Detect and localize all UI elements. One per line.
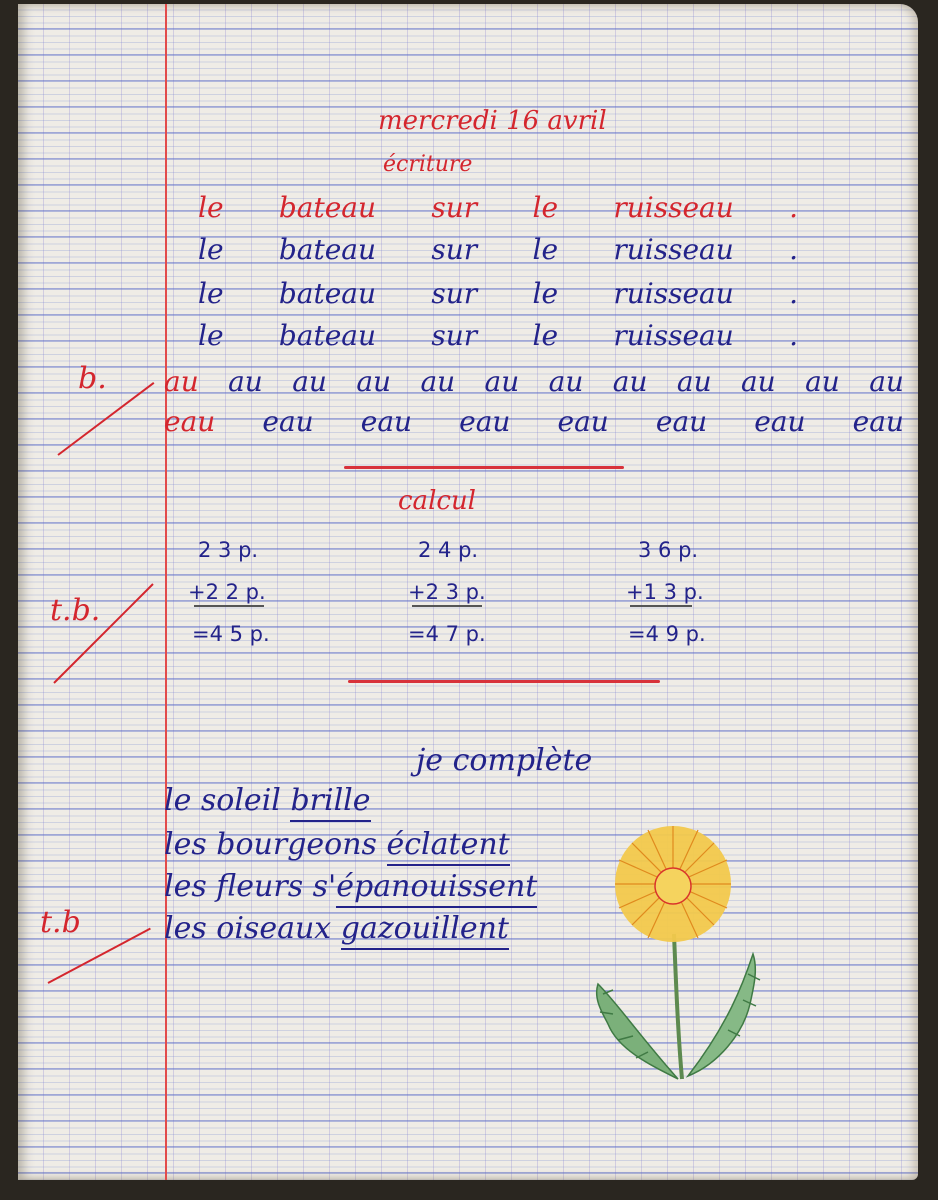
completion-title: je complète xyxy=(416,743,593,778)
op1-bar xyxy=(194,605,264,607)
separator-rule xyxy=(344,466,624,469)
calcul-title: calcul xyxy=(398,486,476,516)
op1-result: =4 5 p. xyxy=(192,622,270,646)
margin-line xyxy=(165,4,167,1180)
op3-bar xyxy=(630,605,692,607)
op3-b: +1 3 p. xyxy=(626,580,704,604)
op3-result: =4 9 p. xyxy=(628,622,706,646)
stem xyxy=(674,934,682,1079)
writing-title: écriture xyxy=(383,152,473,177)
op1-a: 2 3 p. xyxy=(198,538,259,562)
op2-a: 2 4 p. xyxy=(418,538,479,562)
leaf-left xyxy=(597,984,678,1079)
sentence-4: les oiseaux gazouillent xyxy=(164,914,509,944)
op2-b: +2 3 p. xyxy=(408,580,486,604)
leaf-right xyxy=(688,954,760,1076)
au-row: au au au au au au au au au au au au xyxy=(164,365,904,398)
sentence-2: les bourgeons éclatent xyxy=(164,830,510,860)
writing-line: le bateau sur le ruisseau . xyxy=(198,319,798,352)
writing-line: le bateau sur le ruisseau . xyxy=(198,233,798,266)
grade-completion: t.b xyxy=(40,905,81,940)
eau-row: eau eau eau eau eau eau eau eau xyxy=(164,405,904,438)
op3-a: 3 6 p. xyxy=(638,538,699,562)
dandelion-drawing-icon xyxy=(578,814,778,1094)
grade-writing: b. xyxy=(78,361,107,396)
sentence-3: les fleurs s'épanouissent xyxy=(164,872,537,902)
writing-line: le bateau sur le ruisseau . xyxy=(198,277,798,310)
answer-3: épanouissent xyxy=(336,869,537,908)
op1-b: +2 2 p. xyxy=(188,580,266,604)
answer-2: éclatent xyxy=(387,827,510,866)
writing-line: le bateau sur le ruisseau . xyxy=(198,191,798,224)
notebook-page xyxy=(18,4,918,1180)
separator-rule xyxy=(348,680,660,683)
date-heading: mercredi 16 avril xyxy=(378,106,607,136)
answer-1: brille xyxy=(290,783,370,822)
sentence-1: le soleil brille xyxy=(164,786,371,816)
op2-bar xyxy=(412,605,482,607)
flower-head xyxy=(615,826,731,942)
op2-result: =4 7 p. xyxy=(408,622,486,646)
grade-calcul: t.b. xyxy=(50,593,101,628)
answer-4: gazouillent xyxy=(341,911,509,950)
